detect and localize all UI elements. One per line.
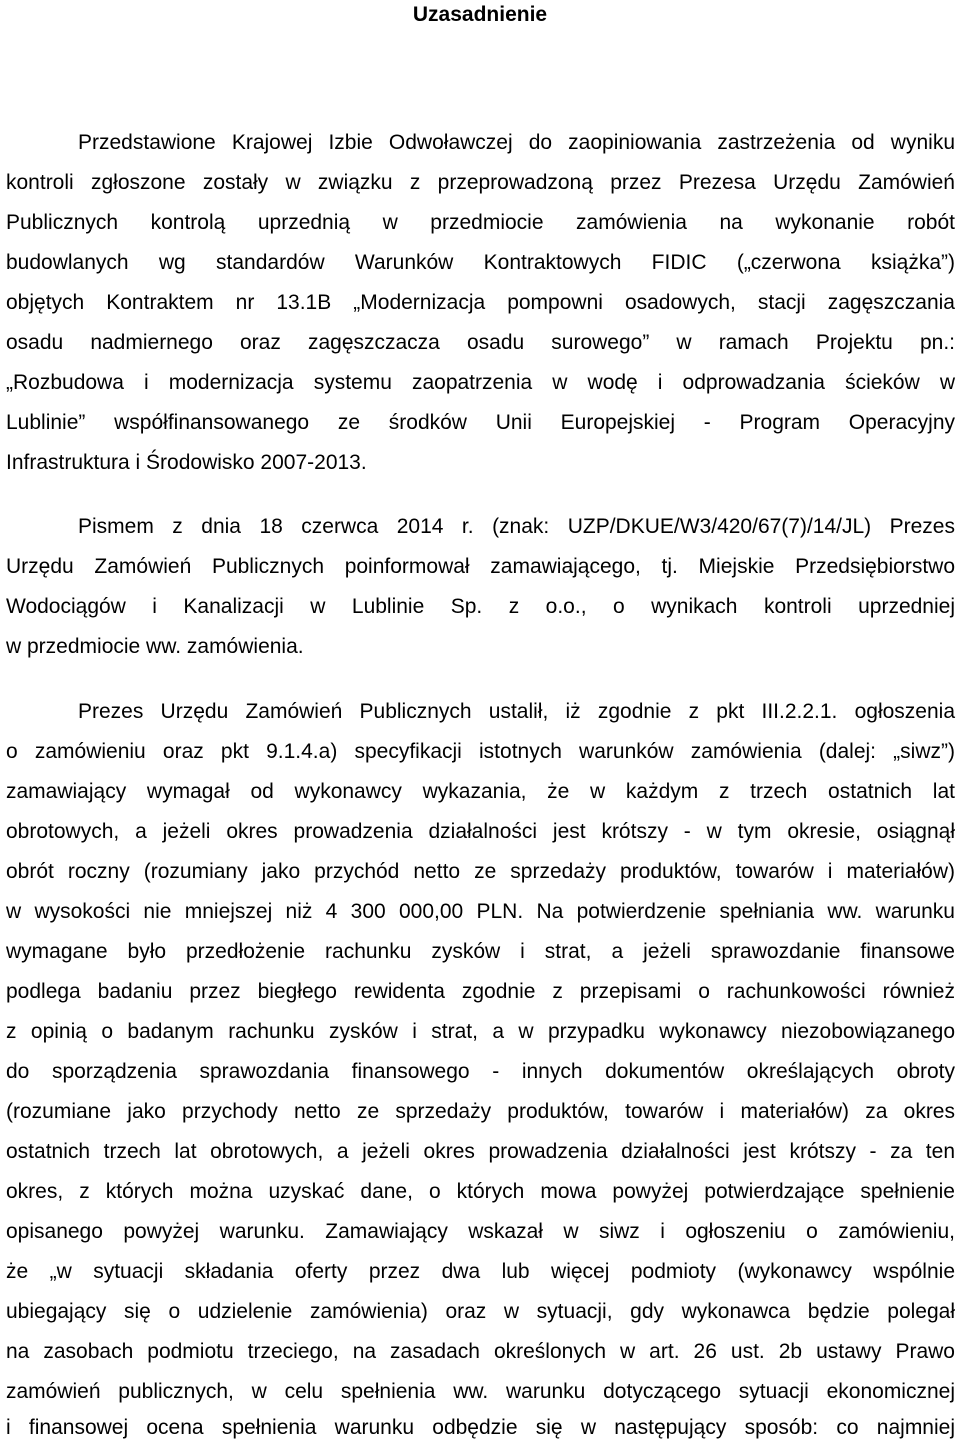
text-line: wymagane było przedłożenie rachunku zysków i strat, a jeżeli sprawozdanie finansowe xyxy=(6,940,955,963)
text-line: zamówień publicznych, w celu spełnienia ww. warunku dotyczącego sytuacji ekonomicznej xyxy=(6,1380,955,1403)
text-line: osadu nadmiernego oraz zagęszczacza osadu surowego” w ramach Projektu pn.: xyxy=(6,331,955,354)
text-line: Prezes Urzędu Zamówień Publicznych ustalił, iż zgodnie z pkt III.2.2.1. ogłoszenia xyxy=(78,700,955,723)
text-line: objętych Kontraktem nr 13.1B „Modernizacja pompowni osadowych, stacji zagęszczania xyxy=(6,291,955,314)
text-line: zamawiający wymagał od wykonawcy wykazania, że w każdym z trzech ostatnich lat xyxy=(6,780,955,803)
text-line: obrotowych, a jeżeli okres prowadzenia działalności jest krótszy - w tym okresie, osiągnął xyxy=(6,820,955,843)
text-line: Publicznych kontrolą uprzednią w przedmiocie zamówienia na wykonanie robót xyxy=(6,211,955,234)
text-line: że „w sytuacji składania oferty przez dwa lub więcej podmioty (wykonawcy wspólnie xyxy=(6,1260,955,1283)
text-line: Urzędu Zamówień Publicznych poinformował zamawiającego, tj. Miejskie Przedsiębiorstwo xyxy=(6,555,955,578)
text-line: Lublinie” współfinansowanego ze środków Unii Europejskiej - Program Operacyjny xyxy=(6,411,955,434)
text-line: w przedmiocie ww. zamówienia. xyxy=(6,635,304,658)
text-line: ubiegający się o udzielenie zamówienia) oraz w sytuacji, gdy wykonawca będzie polegał xyxy=(6,1300,955,1323)
text-line: Infrastruktura i Środowisko 2007-2013. xyxy=(6,451,367,474)
text-line: ostatnich trzech lat obrotowych, a jeżeli okres prowadzenia działalności jest krótszy - za ten xyxy=(6,1140,955,1163)
text-line: podlega badaniu przez biegłego rewidenta zgodnie z przepisami o rachunkowości również xyxy=(6,980,955,1003)
text-line: i finansowej ocena spełnienia warunku odbędzie się w następujący sposób: co najmniej xyxy=(6,1416,955,1439)
text-line: Pismem z dnia 18 czerwca 2014 r. (znak: UZP/DKUE/W3/420/67(7)/14/JL) Prezes xyxy=(78,515,955,538)
text-line: na zasobach podmiotu trzeciego, na zasadach określonych w art. 26 ust. 2b ustawy Prawo xyxy=(6,1340,955,1363)
text-line: opisanego powyżej warunku. Zamawiający wskazał w siwz i ogłoszeniu o zamówieniu, xyxy=(6,1220,955,1243)
text-line: Wodociągów i Kanalizacji w Lublinie Sp. z o.o., o wynikach kontroli uprzedniej xyxy=(6,595,955,618)
text-line: Przedstawione Krajowej Izbie Odwoławczej do zaopiniowania zastrzeżenia od wyniku xyxy=(78,131,955,154)
document-title: Uzasadnienie xyxy=(412,3,548,26)
text-line: z opinią o badanym rachunku zysków i strat, a w przypadku wykonawcy niezobowiązanego xyxy=(6,1020,955,1043)
text-line: okres, z których można uzyskać dane, o których mowa powyżej potwierdzające spełnienie xyxy=(6,1180,955,1203)
text-line: (rozumiane jako przychody netto ze sprzedaży produktów, towarów i materiałów) za okres xyxy=(6,1100,955,1123)
text-line: do sporządzenia sprawozdania finansowego - innych dokumentów określających obroty xyxy=(6,1060,955,1083)
text-line: o zamówieniu oraz pkt 9.1.4.a) specyfikacji istotnych warunków zamówienia (dalej: „siwz”) xyxy=(6,740,955,763)
text-line: obrót roczny (rozumiany jako przychód netto ze sprzedaży produktów, towarów i materiałów) xyxy=(6,860,955,883)
text-line: kontroli zgłoszone zostały w związku z przeprowadzoną przez Prezesa Urzędu Zamówień xyxy=(6,171,955,194)
text-line: w wysokości nie mniejszej niż 4 300 000,00 PLN. Na potwierdzenie spełniania ww. warunku xyxy=(6,900,955,923)
text-line: „Rozbudowa i modernizacja systemu zaopatrzenia w wodę i odprowadzania ścieków w xyxy=(6,371,955,394)
text-line: budowlanych wg standardów Warunków Kontraktowych FIDIC („czerwona książka”) xyxy=(6,251,955,274)
